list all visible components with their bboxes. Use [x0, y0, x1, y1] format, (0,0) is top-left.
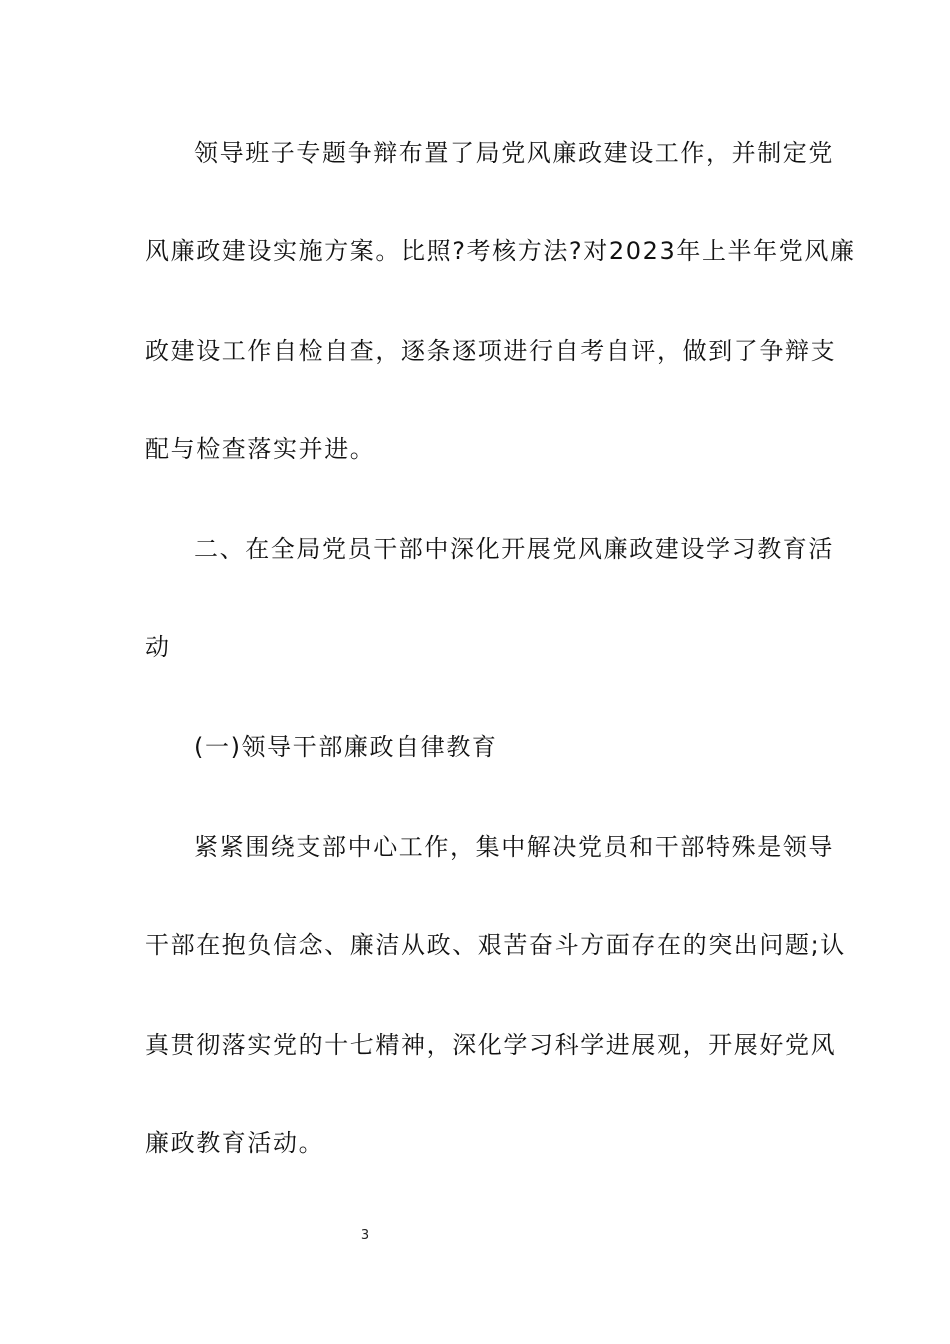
paragraph-4-line-4: 廉政教育活动。: [145, 1129, 325, 1157]
paragraph-1-line-3: 政建设工作自检自查，逐条逐项进行自考自评，做到了争辩支: [145, 337, 837, 365]
page-number: 3: [360, 1228, 370, 1243]
paragraph-4-line-3: 真贯彻落实党的十七精神，深化学习科学进展观，开展好党风: [145, 1031, 837, 1059]
section-heading-line-2: 动: [145, 633, 171, 661]
paragraph-4-line-2: 干部在抱负信念、廉洁从政、艰苦奋斗方面存在的突出问题;认: [145, 931, 846, 959]
paragraph-1-line-4: 配与检查落实并进。: [145, 435, 376, 463]
paragraph-4-line-1: 紧紧围绕支部中心工作，集中解决党员和干部特殊是领导: [194, 833, 834, 861]
subsection-heading: (一)领导干部廉政自律教育: [194, 733, 498, 761]
paragraph-1-line-1: 领导班子专题争辩布置了局党风廉政建设工作，并制定党: [194, 139, 834, 167]
paragraph-1-line-2: 风廉政建设实施方案。比照?考核方法?对2023年上半年党风廉: [145, 237, 856, 265]
section-heading-line-1: 二、在全局党员干部中深化开展党风廉政建设学习教育活: [194, 535, 834, 563]
